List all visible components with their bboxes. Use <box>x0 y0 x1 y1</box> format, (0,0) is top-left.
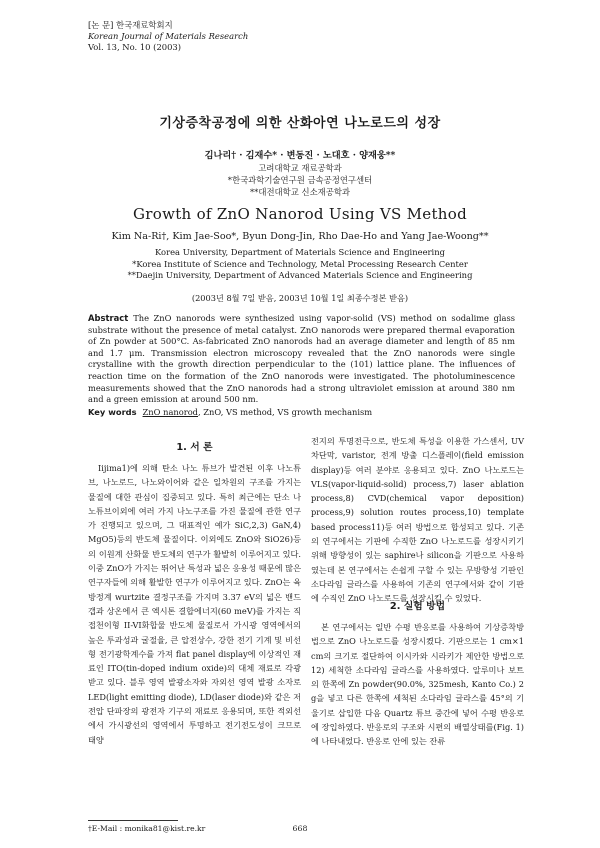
affiliation-en: *Korea Institute of Science and Technology, Metal Processing Research Center <box>132 258 468 269</box>
affiliation-ko: 고려대학교 재료공학과 <box>258 163 342 173</box>
affiliation-en: Korea University, Department of Materials Science and Engineering <box>155 247 445 257</box>
paper-title-ko: 기상증착공정에 의한 산화아연 나노로드의 성장 <box>159 116 441 131</box>
abstract <box>88 313 515 406</box>
affiliation-ko: **대전대학교 신소재공학과 <box>249 187 351 197</box>
abstract-text: The ZnO nanorods were synthesized using vapor-solid (VS) method on sodalime glass substrate without the presence of metal catalyst. ZnO nanorods were prepared thermal evaporation of Zn powder at 500°C. As-fabricated ZnO nanorods had an average diameter and length of 85 nm and 1.7 μm. Transmission electron microscopy revealed that the ZnO nanorods were single crystalline with the growth direction perpendicular to the (101) lattice plane. The influences of reaction time on the formation of the ZnO nanorods were investigated. The photoluminescence measurements showed that the ZnO nanorods had a strong ultraviolet emission at around 380 nm and a green emission at around 500 nm. <box>88 313 515 405</box>
footnote-email: †E-Mail : monika81@kist.re.kr <box>88 824 206 833</box>
keywords-label: Key words <box>88 407 137 417</box>
left-column <box>88 461 301 747</box>
affiliations-en <box>0 247 600 282</box>
paper-title-en: Growth of ZnO Nanorod Using VS Method <box>132 205 467 223</box>
section-heading-introduction: 1. 서 론 <box>176 442 213 453</box>
right-column <box>311 434 524 606</box>
journal-volume: Vol. 13, No. 10 (2003) <box>88 42 182 52</box>
affiliations-ko <box>0 162 600 198</box>
page-number: 668 <box>292 824 308 833</box>
journal-name-en: Korean Journal of Materials Research <box>88 31 249 41</box>
journal-header <box>88 20 248 53</box>
paragraph: 본 연구에서는 일반 수평 반응로를 사용하여 기상증착방법으로 ZnO 나노로드를 성장시켰다. 기판으로는 1 cm×1 cm의 크기로 절단하여 이시카와 시라키가 제안한 방법으로12) 세척한 소다라임 글라스를 사용하였다. 알루미나 보트의 한쪽에 Zn powder(90.0%, 325mesh, Kanto Co.) 2 g을 넣고 다른 한쪽에 세척된 소다라임 글라스를 45°의 기울기로 삽입한 다음 Quartz 튜브 중간에 넣어 수평 반응로에 장입하였다. 반응로의 구조와 시편의 배열상태를(Fig. 1)에 나타내었다. 반응로 안에 있는 잔류 <box>311 622 524 747</box>
section-heading-methods: 2. 실험 방법 <box>389 601 446 612</box>
authors-en: Kim Na-Ri†, Kim Jae-Soo*, Byun Dong-Jin, Rho Dae-Ho and Yang Jae-Woong** <box>111 231 489 242</box>
right-column-methods <box>311 620 524 749</box>
keywords-rest: , ZnO, VS method, VS growth mechanism <box>198 407 373 417</box>
keywords <box>88 407 528 417</box>
affiliation-ko: *한국과학기술연구원 금속공정연구센터 <box>227 175 373 185</box>
paragraph: Iijima1)에 의해 탄소 나노 튜브가 발견된 이후 나노튜브, 나노로드, 나노와이어와 같은 일차원의 구조를 가지는 물질에 대한 관심이 집중되고 있다. 특히 최근에는 단소 나노튜브이외에 여러 가지 나노구조를 가진 물질에 관한 연구가 진행되고 있으며, 그 대표적인 예가 SiC,2,3) GaN,4) MgO5)등의 반도체 물질이다. 이외에도 ZnO와 SiO26)등의 이원계 산화물 반도체의 연구가 활발히 이루어지고 있다. 이중 ZnO가 가지는 뛰어난 특성과 넓은 응용성 때문에 많은 연구자들에 의해 활발한 연구가 이루어지고 있다. ZnO는 육방정계 wurtzite 결정구조를 가지며 3.37 eV의 넓은 밴드갭과 상온에서 큰 엑시톤 결합에너지(60 meV)를 가지는 직접천이형 II-VI화합물 반도체 물질로서 가시광 영역에서의 높은 투과성과 굴절율, 큰 압전상수, 강한 전기 기계 및 비선형 전기광학계수를 가져 flat panel display에 이상적인 재료인 ITO(tin-doped indium oxide)의 대체 재료로 각광받고 있다. 블루 영역 발광소자와 자외선 영역 발광 소자로 LED(light emitting diode), LD(laser diode)와 같은 저전압 단파장의 광전자 기구의 재료로 응용되며, 또한 적외선에서 가시광선의 영역에서 투명하고 전기전도성이 크므로 태양 <box>88 463 301 745</box>
abstract-label: Abstract <box>88 313 129 323</box>
keyword-first: ZnO nanorod <box>142 407 198 417</box>
footnote-divider <box>88 820 178 821</box>
affiliation-en: **Daejin University, Department of Advanced Materials Science and Engineering <box>127 270 473 280</box>
journal-name-ko: [논 문] 한국재료학회지 <box>88 20 173 30</box>
paragraph: 전지의 투명전극으로, 반도체 특성을 이용한 가스센서, UV차단막, varistor, 전계 방출 디스플레이(field emission display)등 여러 분야로 응용되고 있다. ZnO 나노로드는 VLS(vapor-liquid-solid) process,7) laser ablation process,8) CVD(chemical vapor deposition) process,9) solution routes process,10) template based process11)등 여러 방법으로 합성되고 있다. 기존의 연구에서는 기판에 수직한 ZnO 나노로드를 성장시키기 위해 방향성이 있는 saphire나 silicon을 기판으로 사용하였는데 본 연구에서는 손쉽게 구할 수 있는 무방향성 기판인 소다라임 글라스를 사용하여 기존의 연구에서와 같이 기판에 수직인 ZnO 나노로드를 성장시킬 수 있었다. <box>311 436 524 604</box>
authors-ko: 김나리† · 김재수* · 변동진 · 노대호 · 양재웅** <box>204 150 396 161</box>
received-dates: (2003년 8월 7일 받음, 2003년 10월 1일 최종수정본 받음) <box>191 293 409 303</box>
